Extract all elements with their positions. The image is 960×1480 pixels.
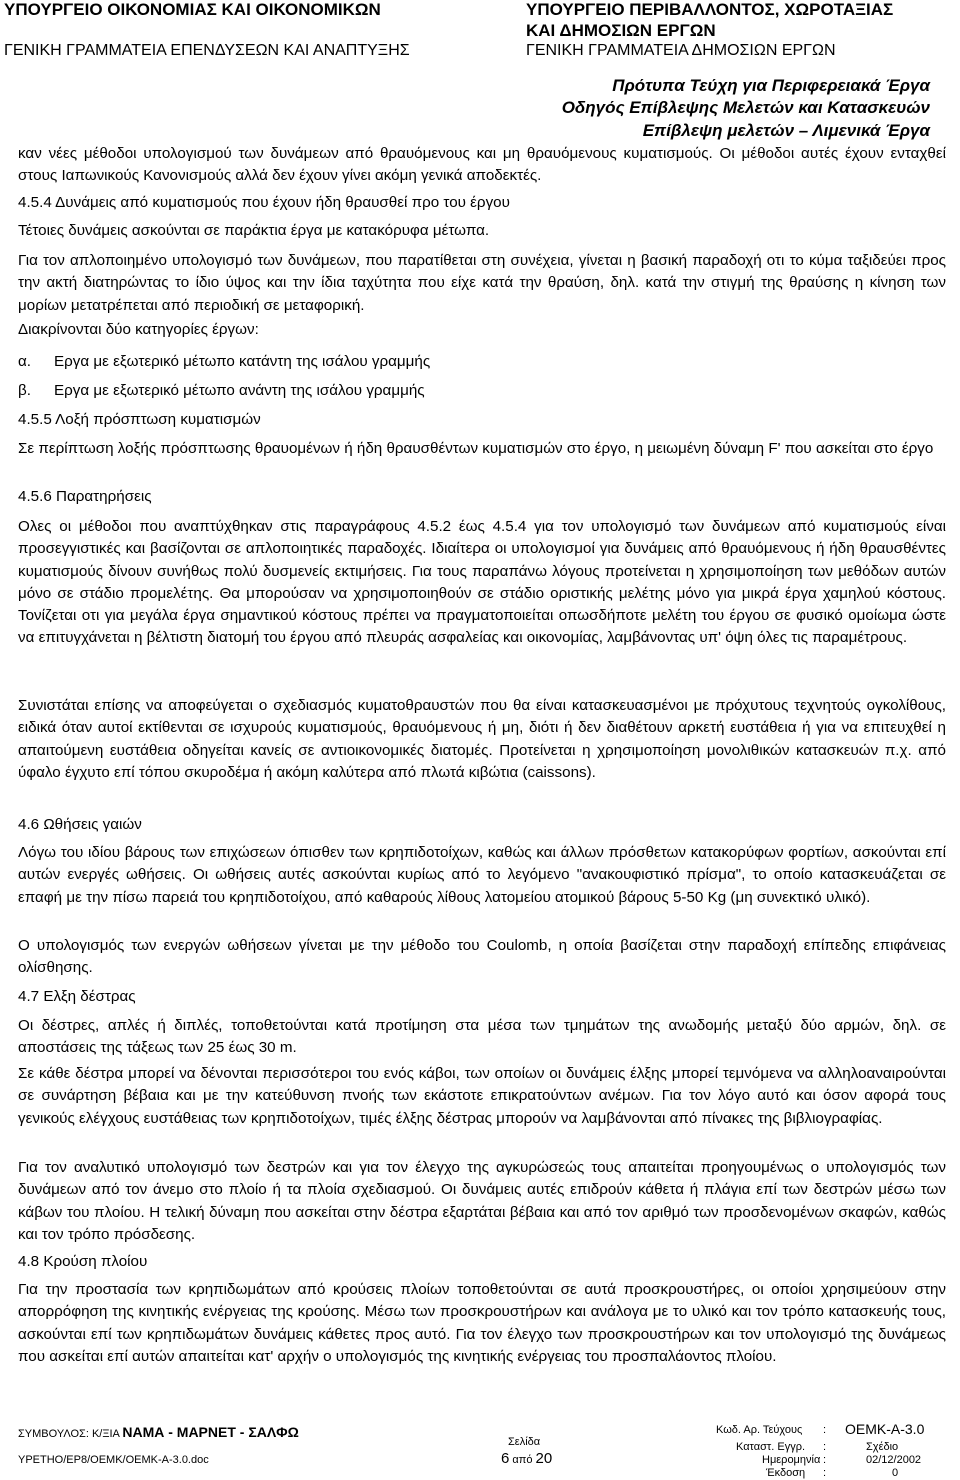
paragraph-text: Σε κάθε δέστρα μπορεί να δένονται περισσότεροι του ενός κάβοι, των οποίων οι δυνάμεις έλξης μπορεί τεμνόμενα να αλληλοαναιρούνται σε συνάρτηση βέβαια και με την κατεύθυνση πνοής των εκάστοτε επικρατούντων ανέμων. Για τον λόγο αυτό και όσον αφορά τους γενικούς ελέγχους ευστάθειας των κρηπιδοτοίχων, τιμές έλξης δέστρας μπορούν να λαμβάνονται από πίνακες της βιβλιογραφίας. [18,1065,946,1127]
page-of: από [512,1454,533,1466]
page-total: 20 [535,1450,553,1467]
footer-code-value: ΟΕΜΚ-Α-3.0 [845,1421,925,1437]
paragraph-text: Οι δέστρες, απλές ή διπλές, τοποθετούνται κατά προτίμηση στα μέσα των τμημάτων της ανωδομής μεταξύ δύο αρμών, δηλ. σε αποστάσεις της τάξεως των 25 έως 30 m. [18,1017,946,1057]
guide-title: Οδηγός Επίβλεψης Μελετών και Κατασκευών [561,98,930,117]
paragraph-text: Για τον αναλυτικό υπολογισμό των δεστρών και για τον έλεγχο της αγκυρώσεώς τους απαιτείται προηγουμένως ο υπολογισμός των δυνάμεων από τον άνεμο στο πλοίο ή τα πλοία σχεδιασμού. Οι δυνάμεις αυτές επιδρούν κάθετα ή πλάγια επί των δεστρών μέσω των κάβων του πλοίου. Η τελική δύναμη που ασκείται στην δέστρα εξαρτάται βέβαια και από τον αριθμό των προσδενομένων σκαφών, καθώς και τον τρόπο πρόσδεσης. [18,1159,946,1243]
series-title: Πρότυπα Τεύχη για Περιφερειακά Έργα [612,76,930,95]
paragraph [18,516,946,650]
paragraph: Διακρίνονται δύο κατηγορίες έργων: [18,321,259,338]
paragraph [18,935,946,980]
footer-state-value: Σχέδιο [866,1441,899,1453]
paragraph [18,1157,946,1246]
footer-colon: : [823,1441,827,1453]
paragraph [18,1279,946,1368]
list-marker: α. [18,353,31,370]
heading-4-5-6: 4.5.6 Παρατηρήσεις [18,488,152,505]
header-left-secretariat: ΓΕΝΙΚΗ ΓΡΑΜΜΑΤΕΙΑ ΕΠΕΝΔΥΣΕΩΝ ΚΑΙ ΑΝΑΠΤΥΞΗΣ [4,42,410,59]
footer-page-number [501,1450,552,1467]
list-text: Εργα με εξωτερικό μέτωπο κατάντη της ισάλου γραμμής [54,353,431,370]
footer-colon: : [823,1454,827,1466]
paragraph-text: Ολες οι μέθοδοι που αναπτύχθηκαν στις παραγράφους 4.5.2 έως 4.5.4 για τον υπολογισμό των δυνάμεων από κυματισμούς είναι προσεγγιστικές και βασίζονται σε απλοποιητικές παραδοχές. Ιδιαίτερα οι υπολογισμοί για δυνάμεις από θραυόμενους ή ήδη θραυσθέντες κυματισμούς δίνουν συνήθως πολύ δυσμενείς εκτιμήσεις. Για τους παραπάνω λόγους προτείνεται η χρησιμοποίηση των μεθόδων αυτών μόνο σε στάδιο προμελέτης. Θα μπορούσαν να χρησιμοποιηθούν σε στάδιο οριστικής μελέτης μόνο για μικρά έργα χαμηλού κόστους. Τονίζεται οτι για μεγάλα έργα σημαντικού κόστους πρέπει να πραγματοποιείται οπωσδήποτε μελέτη του έργου σε φυσικό ομοίωμα ώστε να επιτυγχάνεται η βέλτιστη διατομή του έργου από πλευράς ασφαλείας και οικονομίας, λαμβάνοντας υπ' όψη όλες τις παραμέτρους. [18,518,946,647]
footer-date-value: 02/12/2002 [866,1454,922,1466]
paragraph [18,695,946,784]
header-right-ministry-1: ΥΠΟΥΡΓΕΙΟ ΠΕΡΙΒΑΛΛΟΝΤΟΣ, ΧΩΡΟΤΑΞΙΑΣ [526,0,894,19]
consultant-label: ΣΥΜΒΟΥΛΟΣ: Κ/ΞΙΑ [18,1428,120,1440]
footer-edition-value: 0 [892,1467,899,1479]
footer-consultant [18,1424,299,1440]
paragraph-text: Για την προστασία των κρηπιδωμάτων από κρούσεις πλοίων τοποθετούνται σε αυτά προσκρουστήρες, οι οποίοι χρησιμεύουν στην απορρόφηση της κινητικής ενέργειας της κρούσης. Μέσω των προσκρουστήρων και ανάλογα με το υλικό και τον τρόπο κατασκευής τους, ασκούνται επί των κρηπιδωμάτων δυνάμεις κάθετες προς αυτό. Για τον έλεγχο των προσκρουστήρων και τον υπολογισμό της δυνάμεως που ασκείται επί αυτών απαιτείται κατ' αρχήν ο υπολογισμός της κινητικής ενέργειας του προσπαλάοντος πλοίου. [18,1281,946,1365]
paragraph [18,842,946,909]
paragraph: καν νέες μέθοδοι υπολογισμού των δυνάμεων από θραυόμενους και μη θραυόμενους κυματισμούς. Οι μέθοδοι αυτές έχουν ενταχθεί στους Ιαπωνικούς Κανονισμούς αλλά δεν έχουν γίνει ακόμη γενικά αποδεκτές. [18,145,946,185]
paragraph [18,1063,946,1130]
footer-code-label: Κωδ. Αρ. Τεύχους [716,1424,803,1436]
footer-edition-label: Έκδοση [766,1467,806,1479]
list-marker: β. [18,382,31,399]
header-left-ministry: ΥΠΟΥΡΓΕΙΟ ΟΙΚΟΝΟΜΙΑΣ ΚΑΙ ΟΙΚΟΝΟΜΙΚΩΝ [4,0,381,19]
heading-4-6: 4.6 Ωθήσεις γαιών [18,816,142,833]
paragraph [18,1015,946,1060]
list-item-a [18,351,430,373]
paragraph-text: Για τον απλοποιημένο υπολογισμό των δυνάμεων, που παρατίθεται στη συνέχεια, γίνεται η βασική παραδοχή οτι το κύμα ταξιδεύει προς την ακτή διατηρώντας το ίδιο ύψος και την ίδια ταχύτητα που είχε κατά την θραύση, δηλ. κατά την στιγμή της θραύσης η κίνηση των μορίων μετατρέπεται από περιοδική σε μεταφορική. [18,252,946,314]
header-right-ministry-2: ΚΑΙ ΔΗΜΟΣΙΩΝ ΕΡΓΩΝ [526,21,716,40]
paragraph: Τέτοιες δυνάμεις ασκούνται σε παράκτια έργα με κατακόρυφα μέτωπα. [18,222,490,239]
p-methods-intro [18,143,946,188]
consultant-name: ΝΑΜΑ - ΜΑΡΝΕΤ - ΣΑΛΦΩ [122,1424,299,1440]
section-title: Επίβλεψη μελετών – Λιμενικά Έργα [642,121,930,140]
paragraph-text: Συνιστάται επίσης να αποφεύγεται ο σχεδιασμός κυματοθραυστών που θα είναι κατασκευασμένοι με πρόχυτους τεχνητούς ογκολίθους, ειδικά όταν αυτοί εκτίθενται σε ισχυρούς κυματισμούς, θραυόμενους ή μη, διότι ή δεν διαθέτουν αρκετή ευστάθεια ή για να επιτευχθεί η απαιτούμενη ευστάθεια οδηγείται κανείς σε αντιοικονομικές διατομές. Προτείνεται η χρησιμοποίηση μονολιθικών κατασκευών π.χ. από ύφαλο έγχυτο επί τόπου σκυροδέμα ή ακόμη καλύτερα από πλωτά κιβώτια (caissons). [18,697,946,781]
heading-4-5-5: 4.5.5 Λοξή πρόσπτωση κυματισμών [18,411,261,428]
footer-colon: : [823,1467,827,1479]
footer-colon: : [823,1424,827,1436]
footer-date-label: Ημερομηνία [762,1454,821,1466]
paragraph-text: Σε περίπτωση λοξής πρόσπτωσης θραυομένων ή ήδη θραυσθέντων κυματισμών στο έργο, η μειωμένη δύναμη F' που ασκείται στο έργο [18,440,934,457]
paragraph-text: Λόγω του ιδίου βάρους των επιχώσεων όπισθεν των κρηπιδοτοίχων, καθώς και άλλων πρόσθετων κατακορύφων φορτίων, ασκούνται επί αυτών ενεργές ωθήσεις. Οι ωθήσεις αυτές ασκούνται κυρίως από το λεγόμενο "ανακουφιστικό πρίσμα", το οποίο κατασκευάζεται σε επαφή με την πίσω παρειά του κρηπιδοτοίχου, από καθαρούς λίθους λατομείου ατομικού βάρους 5-50 Kg (μη συνεκτικό υλικό). [18,844,946,906]
paragraph [18,250,946,317]
list-item-b [18,380,425,402]
footer-file-name: ΥΡΕΤΗΟ/ΕΡ8/ΟΕΜΚ/ΟΕΜΚ-Α-3.0.doc [18,1454,209,1466]
page-current: 6 [501,1450,510,1467]
paragraph-text: Ο υπολογισμός των ενεργών ωθήσεων γίνεται με την μέθοδο του Coulomb, η οποία βασίζεται στην παραδοχή επίπεδης επιφάνειας ολίσθησης. [18,937,946,977]
heading-4-5-4: 4.5.4 Δυνάμεις από κυματισμούς που έχουν ήδη θραυσθεί προ του έργου [18,194,510,211]
heading-4-7: 4.7 Ελξη δέστρας [18,988,136,1005]
list-text: Εργα με εξωτερικό μέτωπο ανάντη της ισάλου γραμμής [54,382,425,399]
footer-state-label: Καταστ. Εγγρ. [736,1441,806,1453]
header-right-secretariat: ΓΕΝΙΚΗ ΓΡΑΜΜΑΤΕΙΑ ΔΗΜΟΣΙΩΝ ΕΡΓΩΝ [526,42,836,59]
paragraph [18,438,946,460]
footer-page-label: Σελίδα [508,1436,541,1448]
heading-4-8: 4.8 Κρούση πλοίου [18,1253,148,1270]
